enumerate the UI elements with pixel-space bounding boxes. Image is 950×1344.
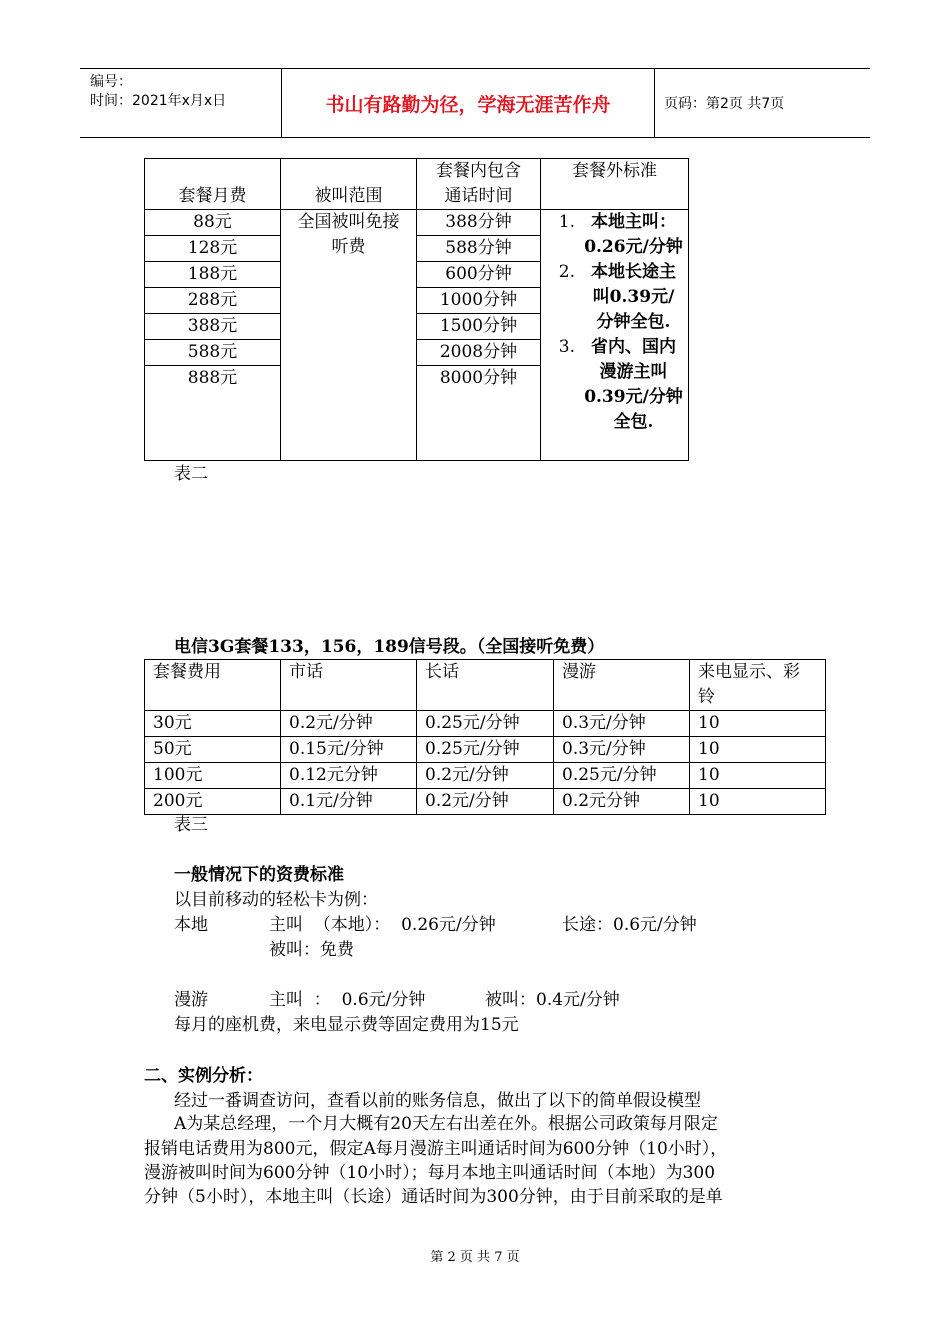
header-line: 套餐内包含 [436, 161, 521, 181]
table-cell: 0.2元/分钟 [417, 763, 554, 789]
table-cell: 0.25元/分钟 [554, 763, 690, 789]
minutes-cell: 1000分钟 [417, 288, 541, 314]
item-line: 叫0.39元/ [592, 287, 675, 307]
table-header-row [145, 159, 689, 210]
table-cell: 200元 [145, 789, 281, 815]
package-table-2 [144, 158, 689, 461]
page-header [80, 68, 870, 138]
section-heading: 二、实例分析： [144, 1066, 263, 1086]
paragraph-line: 经过一番调查访问，查看以前的账务信息，做出了以下的简单假设模型 [174, 1091, 701, 1111]
header-divider [654, 69, 655, 137]
number-label: 编号： [90, 74, 132, 90]
header-meta [90, 73, 226, 111]
page-number-label: 页码：第2页 共7页 [664, 96, 785, 112]
table-cell: 0.2元/分钟 [417, 789, 554, 815]
table-row [145, 210, 689, 236]
minutes-cell: 388分钟 [417, 210, 541, 236]
table-cell: 0.2元/分钟 [281, 711, 417, 737]
fee-cell: 188元 [145, 262, 281, 288]
minutes-cell: 8000分钟 [417, 366, 541, 461]
table-header-row [145, 660, 826, 711]
table-cell: 0.3元/分钟 [554, 737, 690, 763]
paragraph-line: 漫游被叫时间为600分钟（10小时）；每月本地主叫通话时间（本地）为300 [144, 1163, 716, 1183]
header-cell: 漫游 [554, 660, 690, 711]
time-label: 时间：2021年x月x日 [90, 93, 227, 109]
scope-line: 听费 [331, 237, 366, 257]
table-cell: 0.15元/分钟 [281, 737, 417, 763]
table-cell: 10 [690, 789, 826, 815]
fee-cell: 128元 [145, 236, 281, 262]
header-cell [417, 159, 541, 210]
item-line: 漫游主叫 [599, 362, 668, 382]
local-long-rate: 长途：0.6元/分钟 [562, 915, 697, 935]
item-number: 3. [558, 337, 575, 357]
table-cell: 50元 [145, 737, 281, 763]
minutes-cell: 1500分钟 [417, 314, 541, 340]
item-body [583, 210, 688, 260]
fee-cell: 88元 [145, 210, 281, 236]
table-cell: 0.12元分钟 [281, 763, 417, 789]
outside-standard-cell [541, 210, 689, 461]
minutes-cell: 2008分钟 [417, 340, 541, 366]
local-called-rate: 被叫：免费 [269, 940, 354, 960]
minutes-cell: 600分钟 [417, 262, 541, 288]
paragraph: 每月的座机费，来电显示费等固定费用为15元 [174, 1015, 519, 1035]
header-cell: 套餐外标准 [541, 159, 689, 210]
list-item [541, 335, 688, 435]
item-line: 本地主叫： [591, 212, 676, 232]
table-cell: 10 [690, 737, 826, 763]
item-body [583, 260, 688, 335]
header-cell: 套餐费用 [145, 660, 281, 711]
table-cell: 100元 [145, 763, 281, 789]
section-heading: 一般情况下的资费标准 [174, 865, 344, 885]
table-cell: 0.25元/分钟 [417, 711, 554, 737]
item-line: 0.26元/分钟 [584, 237, 683, 257]
paragraph-line: 报销电话费用为800元，假定A每月漫游主叫通话时间为600分钟（10小时）， [144, 1139, 728, 1159]
list-item [541, 210, 688, 260]
roam-label: 漫游 [174, 990, 208, 1010]
roam-caller-rate: 主叫 ： 0.6元/分钟 [269, 990, 426, 1010]
header-cell: 套餐月费 [145, 159, 281, 210]
item-line: 0.39元/分钟 [584, 387, 683, 407]
table-cell: 30元 [145, 711, 281, 737]
table-cell: 0.3元/分钟 [554, 711, 690, 737]
table-row [145, 737, 826, 763]
fee-cell: 288元 [145, 288, 281, 314]
header-line: 来电显示、彩 [698, 662, 800, 682]
paragraph: 以目前移动的轻松卡为例： [174, 890, 378, 910]
scope-cell [281, 210, 417, 461]
item-body [583, 335, 688, 435]
item-line: 全包. [613, 412, 654, 432]
paragraph-line: A为某总经理，一个月大概有20天左右出差在外。根据公司政策每月限定 [174, 1114, 718, 1134]
fee-cell: 888元 [145, 366, 281, 461]
table-cell: 10 [690, 711, 826, 737]
roam-called-rate: 被叫：0.4元/分钟 [485, 990, 620, 1010]
package-table-3 [144, 659, 826, 815]
fee-cell: 588元 [145, 340, 281, 366]
table-caption: 表三 [174, 815, 208, 835]
header-cell: 长话 [417, 660, 554, 711]
table-cell: 0.2元分钟 [554, 789, 690, 815]
item-line: 省内、国内 [591, 337, 676, 357]
paragraph-line: 分钟（5小时），本地主叫（长途）通话时间为300分钟，由于目前采取的是单 [144, 1187, 723, 1207]
table-cell: 10 [690, 763, 826, 789]
table-title: 电信3G套餐133，156，189信号段。（全国接听免费） [174, 637, 605, 657]
table-caption: 表二 [174, 464, 208, 484]
table-row [145, 711, 826, 737]
header-motto: 书山有路勤为径，学海无涯苦作舟 [325, 93, 611, 116]
list-item [541, 260, 688, 335]
minutes-cell: 588分钟 [417, 236, 541, 262]
table-cell: 0.25元/分钟 [417, 737, 554, 763]
header-cell [690, 660, 826, 711]
item-line: 分钟全包. [596, 312, 671, 332]
item-number: 2. [558, 262, 575, 282]
table-cell: 0.1元/分钟 [281, 789, 417, 815]
item-number: 1. [558, 212, 575, 232]
header-line: 通话时间 [444, 186, 513, 206]
header-cell: 被叫范围 [281, 159, 417, 210]
scope-line: 全国被叫免接 [297, 212, 400, 232]
table-row [145, 789, 826, 815]
local-label: 本地 [174, 915, 208, 935]
fee-cell: 388元 [145, 314, 281, 340]
local-caller-rate: 主叫 （本地）： 0.26元/分钟 [269, 915, 496, 935]
header-line: 铃 [698, 687, 715, 707]
item-line: 本地长途主 [591, 262, 676, 282]
table-row [145, 763, 826, 789]
header-cell: 市话 [281, 660, 417, 711]
page-footer: 第 2 页 共 7 页 [430, 1250, 520, 1265]
